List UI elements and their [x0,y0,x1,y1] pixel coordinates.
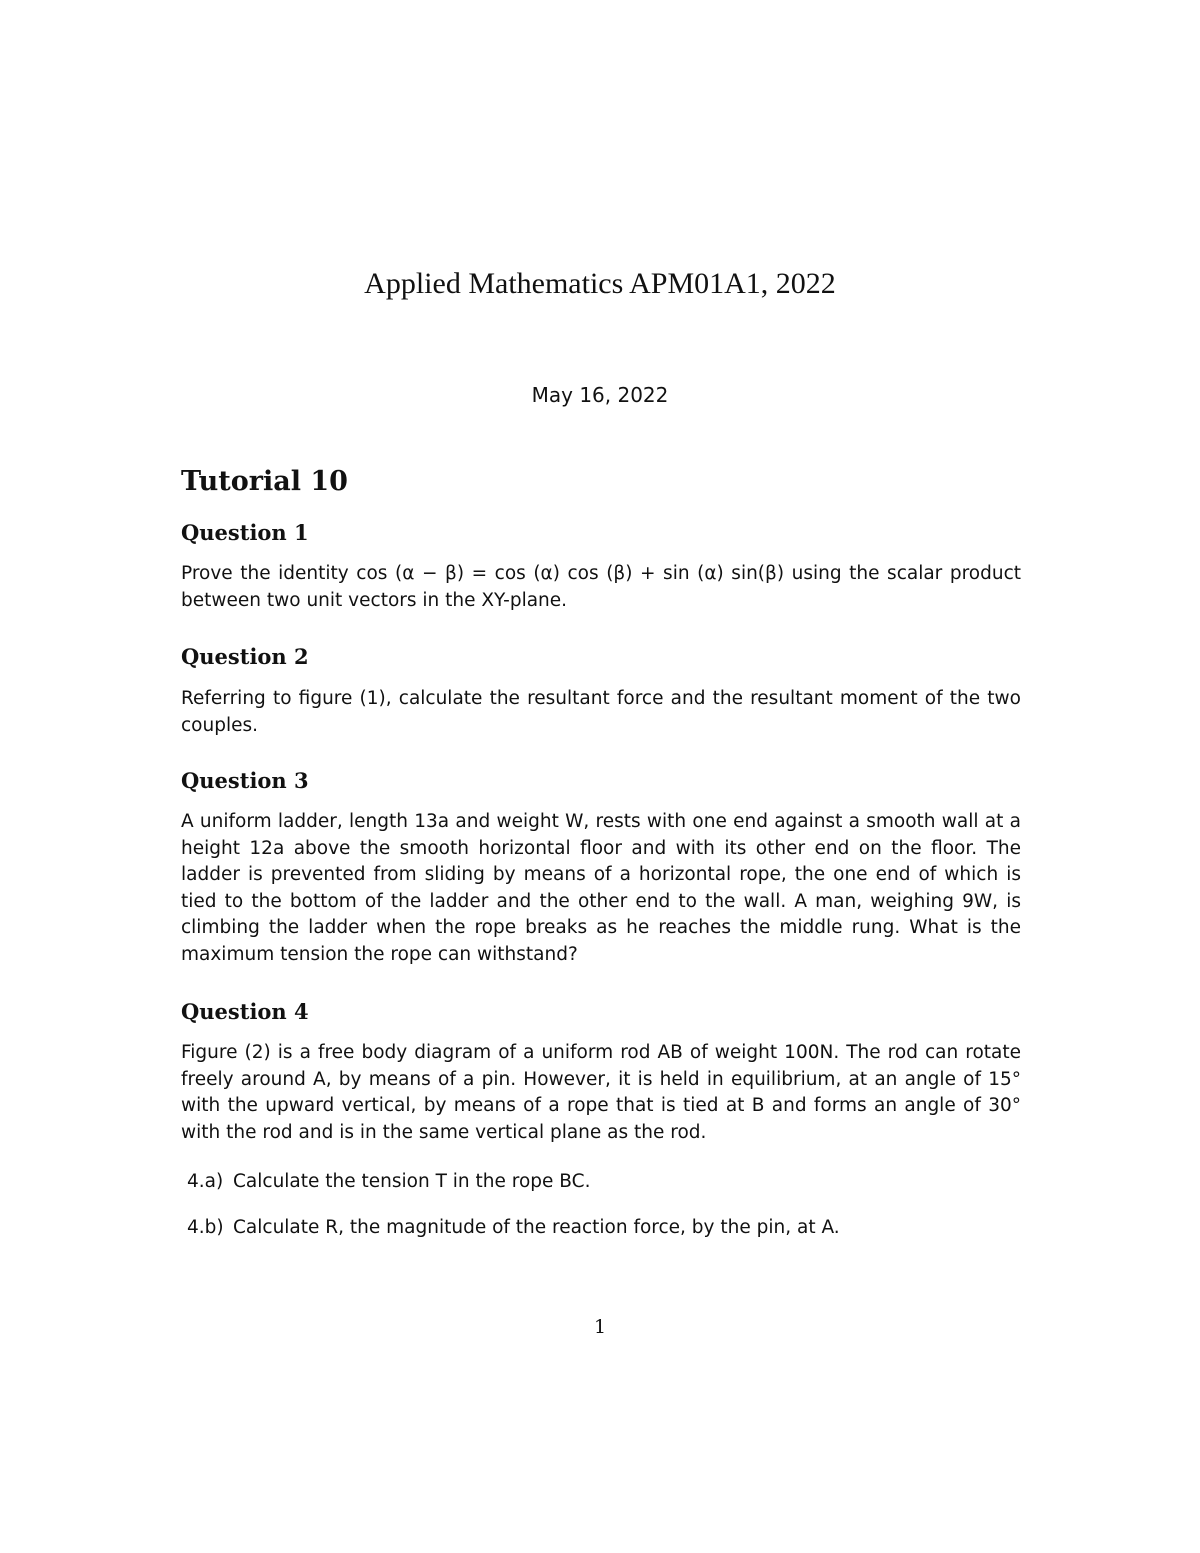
document-date: May 16, 2022 [531,383,669,407]
question-3-body: A uniform ladder, length 13a and weight W, rests with one end against a smooth wall at a height 12a above the smooth horizontal floor and with its other end on the floor. The ladder is prevented from sliding by means of a horizontal rope, the one end of which is tied to the bottom of the ladder and the other end to the wall. A man, weighing 9W, is climbing the ladder when the rope breaks as he reaches the middle rung. What is the maximum tension the rope can withstand? [181,811,1021,965]
question-4-heading: Question 4 [181,999,309,1024]
question-2-body: Referring to figure (1), calculate the resultant force and the resultant moment of the two couples. [181,688,1021,736]
question-4b [187,1215,840,1242]
tutorial-heading: Tutorial 10 [181,466,348,497]
question-2-heading: Question 2 [181,644,309,669]
question-4a-label: 4.a) [187,1171,224,1192]
document-title: Applied Mathematics APM01A1, 2022 [364,267,836,300]
question-4-body: Figure (2) is a free body diagram of a uniform rod AB of weight 100N. The rod can rotate freely around A, by means of a pin. However, it is held in equilibrium, at an angle of 15° with the upward vertical, by means of a rope that is tied at B and forms an angle of 30° with the rod and is in the same vertical plane as the rod. [181,1042,1021,1143]
question-4a [187,1169,590,1196]
question-4b-label: 4.b) [187,1217,224,1238]
question-1-body: Prove the identity cos (α − β) = cos (α) cos (β) + sin (α) sin(β) using the scalar product between two unit vectors in the XY-plane. [181,563,1021,611]
question-3-heading: Question 3 [181,768,309,793]
question-4a-text: Calculate the tension T in the rope BC. [233,1171,591,1192]
question-1-heading: Question 1 [181,520,309,545]
question-4b-text: Calculate R, the magnitude of the reaction force, by the pin, at A. [233,1217,840,1238]
page-number: 1 [593,1316,607,1338]
